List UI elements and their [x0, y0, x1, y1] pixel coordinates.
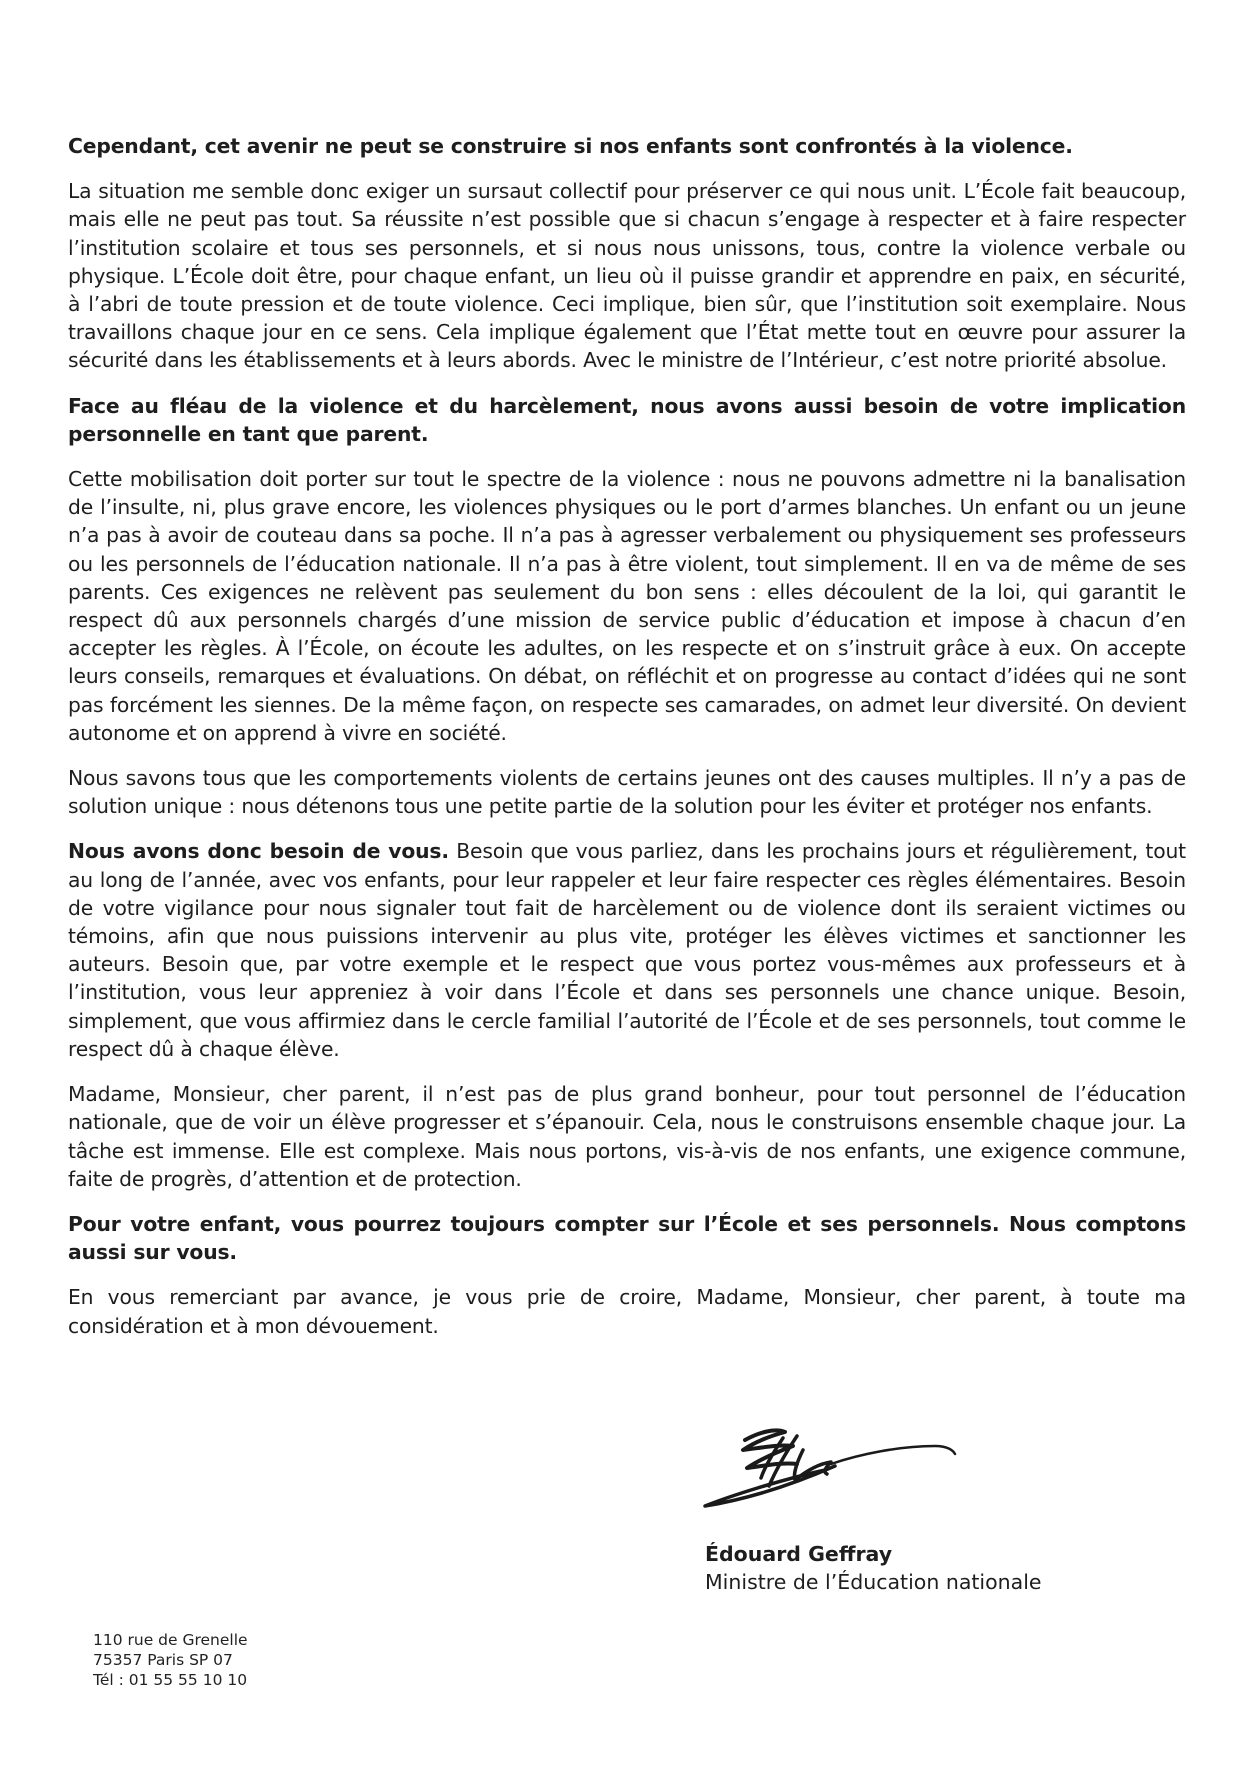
paragraph-heading-violence: Cependant, cet avenir ne peut se construire si nos enfants sont confrontés à la violence. — [68, 134, 1073, 158]
signatory-name: Édouard Geffray — [705, 1542, 893, 1566]
address-city: 75357 Paris SP 07 — [93, 1651, 233, 1669]
handwritten-signature-icon — [685, 1410, 985, 1520]
address-phone: Tél : 01 55 55 10 10 — [93, 1671, 248, 1689]
signature-block — [685, 1410, 1105, 1620]
paragraph-multiple-causes: Nous savons tous que les comportements violents de certains jeunes ont des causes multiples. Il n’y a pas de solution unique : nous détenons tous une petite partie de la solution pour les éviter et protéger nos enfants. — [68, 766, 1186, 819]
footer-address — [93, 1630, 248, 1690]
letter-body — [68, 132, 1186, 1357]
paragraph-mobilisation: Cette mobilisation doit porter sur tout le spectre de la violence : nous ne pouvons admettre ni la banalisation de l’insulte, ni, plus grave encore, les violences physiques ou le port d’armes blanches. Un enfant ou un jeune n’a pas à avoir de couteau dans sa poche. Il n’a pas à agresser verbalement ou physiquement ses professeurs ou les personnels de l’éducation nationale. Il n’a pas à être violent, tout simplement. Il en va de même de ses parents. Ces exigences ne relèvent pas seulement du bon sens : elles découlent de la loi, qui garantit le respect dû aux personnels chargés d’une mission de service public d’éducation et impose à chacun d’en accepter les règles. À l’École, on écoute les adultes, on les respecte et on s’instruit grâce à eux. On accepte leurs conseils, remarques et évaluations. On débat, on réfléchit et on progresse au contact d’idées qui ne sont pas forcément les siennes. De la même façon, on respecte ses camarades, on admet leur diversité. On devient autonome et on apprend à vivre en société. — [68, 467, 1186, 745]
paragraph-need-you-lead: Nous avons donc besoin de vous. — [68, 839, 449, 864]
paragraph-need-you — [68, 837, 1186, 1063]
paragraph-need-you-body: Besoin que vous parliez, dans les prochains jours et régulièrement, tout au long de l’année, avec vos enfants, pour leur rappeler et leur faire respecter ces règles élémentaires. Besoin de votre vigilance pour nous signaler tout fait de harcèlement ou de violence dont ils seraient victimes ou témoins, afin que nous puissions intervenir au plus vite, protéger les élèves victimes et sanctionner les auteurs. Besoin que, par votre exemple et le respect que vous portez vous-mêmes aux professeurs et à l’institution, vous leur appreniez à voir dans l’École et dans ses personnels une chance unique. Besoin, simplement, que vous affirmiez dans le cercle familial l’autorité de l’École et de ses personnels, tout comme le respect dû à chaque élève. — [68, 839, 1186, 1061]
paragraph-closing-formula: En vous remerciant par avance, je vous prie de croire, Madame, Monsieur, cher parent, à toute ma considération et à mon dévouement. — [68, 1285, 1186, 1338]
paragraph-count-on-school: Pour votre enfant, vous pourrez toujours compter sur l’École et ses personnels. Nous comptons aussi sur vous. — [68, 1211, 1186, 1265]
address-street: 110 rue de Grenelle — [93, 1631, 248, 1649]
paragraph-heading-parent-involvement: Face au fléau de la violence et du harcèlement, nous avons aussi besoin de votre implication personnelle en tant que parent. — [68, 393, 1186, 446]
paragraph-collective-effort: La situation me semble donc exiger un sursaut collectif pour préserver ce qui nous unit. L’École fait beaucoup, mais elle ne peut pas tout. Sa réussite n’est possible que si chacun s’engage à respecter et à faire respecter l’institution scolaire et tous ses personnels, et si nous nous unissons, tous, contre la violence verbale ou physique. L’École doit être, pour chaque enfant, un lieu où il puisse grandir et apprendre en paix, en sécurité, à l’abri de toute pression et de toute violence. Ceci implique, bien sûr, que l’institution soit exemplaire. Nous travaillons chaque jour en ce sens. Cela implique également que l’État mette tout en œuvre pour assurer la sécurité dans les établissements et à leurs abords. Avec le ministre de l’Intérieur, c’est notre priorité absolue. — [68, 179, 1186, 373]
paragraph-happiness: Madame, Monsieur, cher parent, il n’est pas de plus grand bonheur, pour tout personnel de l’éducation nationale, que de voir un élève progresser et s’épanouir. Cela, nous le construisons ensemble chaque jour. La tâche est immense. Elle est complexe. Mais nous portons, vis-à-vis de nos enfants, une exigence commune, faite de progrès, d’attention et de protection. — [68, 1082, 1186, 1191]
signatory-title: Ministre de l’Éducation nationale — [705, 1570, 1042, 1594]
